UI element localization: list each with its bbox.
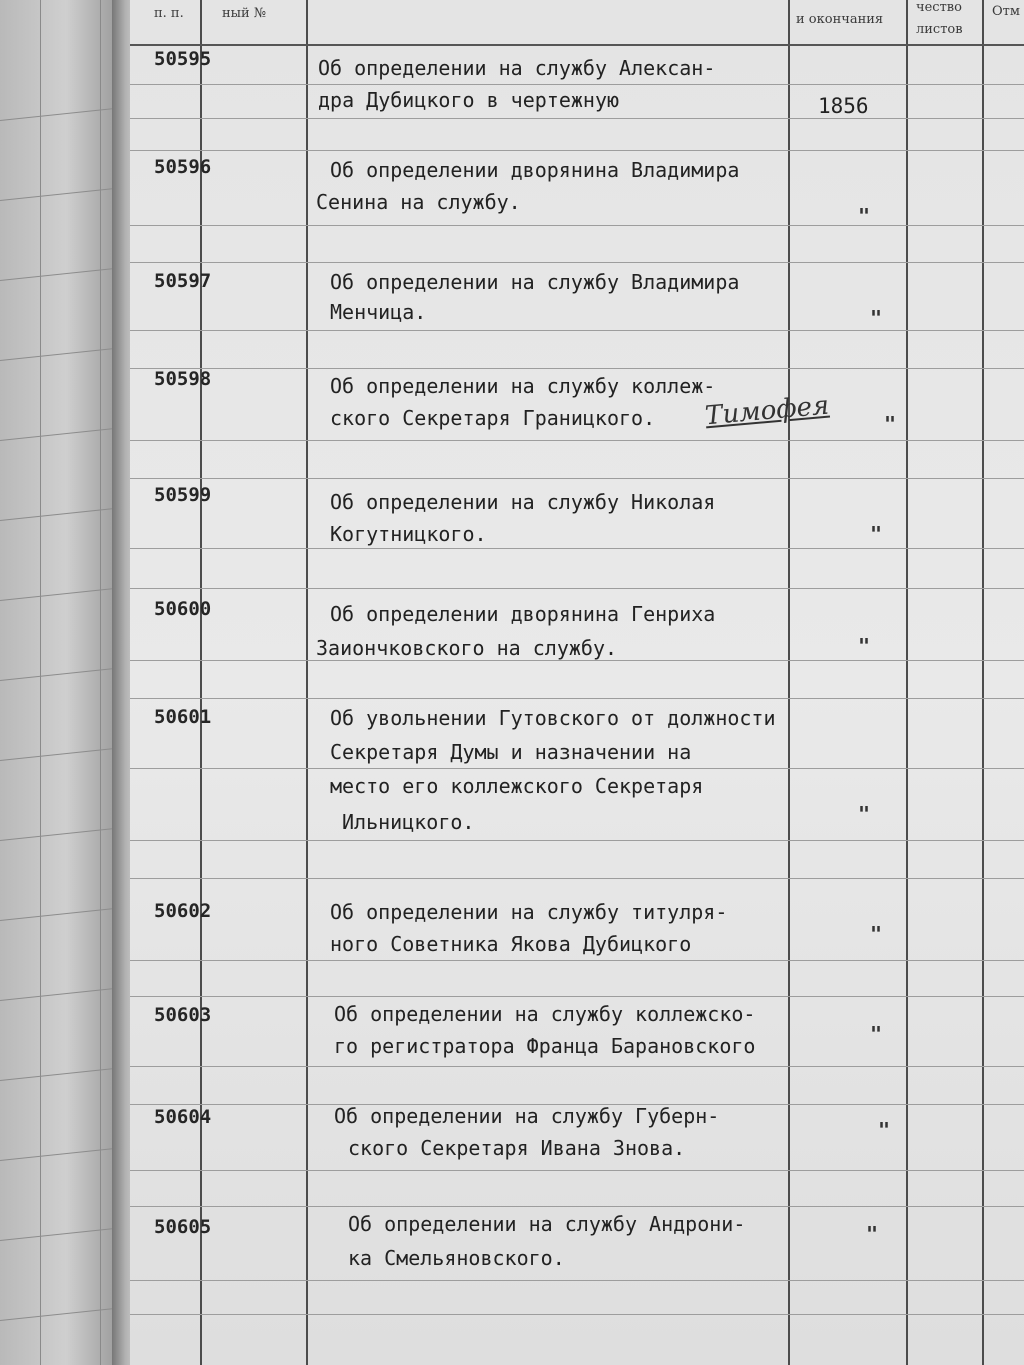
ditto-mark: " [884,412,897,436]
entry-number: 50598 [154,368,212,390]
entry-title-line: Когутницкого. [330,522,487,546]
register-page [130,0,1024,1365]
header-dates: и окончания [796,12,884,27]
column-divider [200,0,202,1365]
entry-title-line: Об увольнении Гутовского от должности [330,706,776,730]
table-header [130,0,1024,46]
entry-title-line: Об определении на службу Владимира [330,270,740,294]
entry-title-line: ного Советника Якова Дубицкого [330,932,692,956]
entry-title-line: место его коллежского Секретаря [330,774,704,798]
entry-year: 1856 [818,94,869,118]
column-divider [306,0,308,1365]
ditto-mark: " [866,1222,879,1246]
handwritten-annotation: Тимофея [703,390,831,432]
entry-number: 50605 [154,1216,212,1238]
header-number: п. п. [154,6,184,21]
ditto-mark: " [870,306,883,330]
entry-title-line: Сенина на службу. [316,190,521,214]
entry-title-line: Об определении на службу коллеж- [330,374,716,398]
entry-title-line: Заиончковского на службу. [316,636,618,660]
left-facing-page [0,0,120,1365]
entry-title-line: Об определении на службу Николая [330,490,716,514]
column-divider [788,0,790,1365]
ditto-mark: " [858,204,871,228]
entry-number: 50600 [154,598,212,620]
ditto-mark: " [870,922,883,946]
entry-number: 50601 [154,706,212,728]
header-notes: Отм [992,4,1020,19]
entry-number: 50602 [154,900,212,922]
entry-title-line: Об определении на службу титулря- [330,900,728,924]
header-sheets-bottom: листов [916,22,963,37]
header-inventory: ный № [222,6,267,21]
entry-title-line: Об определении на службу Губерн- [334,1104,720,1128]
entry-title-line: Об определении на службу Алексан- [318,56,716,80]
ditto-mark: " [858,802,871,826]
header-sheets-top: чество [916,0,962,15]
ditto-mark: " [858,634,871,658]
ditto-mark: " [878,1118,891,1142]
entry-number: 50596 [154,156,212,178]
entry-number: 50597 [154,270,212,292]
entry-title-line: го регистратора Франца Барановского [334,1034,756,1058]
entry-title-line: ского Секретаря Границкого. [330,406,656,430]
entry-title-line: ка Смельяновского. [348,1246,565,1270]
entry-title-line: Об определении на службу коллежско- [334,1002,756,1026]
entry-title-line: Об определении дворянина Владимира [330,158,740,182]
column-divider [906,0,908,1365]
ditto-mark: " [870,522,883,546]
entry-title-line: ского Секретаря Ивана Знова. [348,1136,686,1160]
column-divider [982,0,984,1365]
ditto-mark: " [870,1022,883,1046]
entry-title-line: Секретаря Думы и назначении на [330,740,692,764]
entry-title-line: дра Дубицкого в чертежную [318,88,620,112]
entry-number: 50604 [154,1106,212,1128]
entry-title-line: Об определении дворянина Генриха [330,602,716,626]
entry-number: 50595 [154,48,212,70]
entry-title-line: Менчица. [330,300,427,324]
entry-number: 50603 [154,1004,212,1026]
entry-number: 50599 [154,484,212,506]
entry-title-line: Ильницкого. [342,810,475,834]
entry-title-line: Об определении на службу Андрони- [348,1212,746,1236]
